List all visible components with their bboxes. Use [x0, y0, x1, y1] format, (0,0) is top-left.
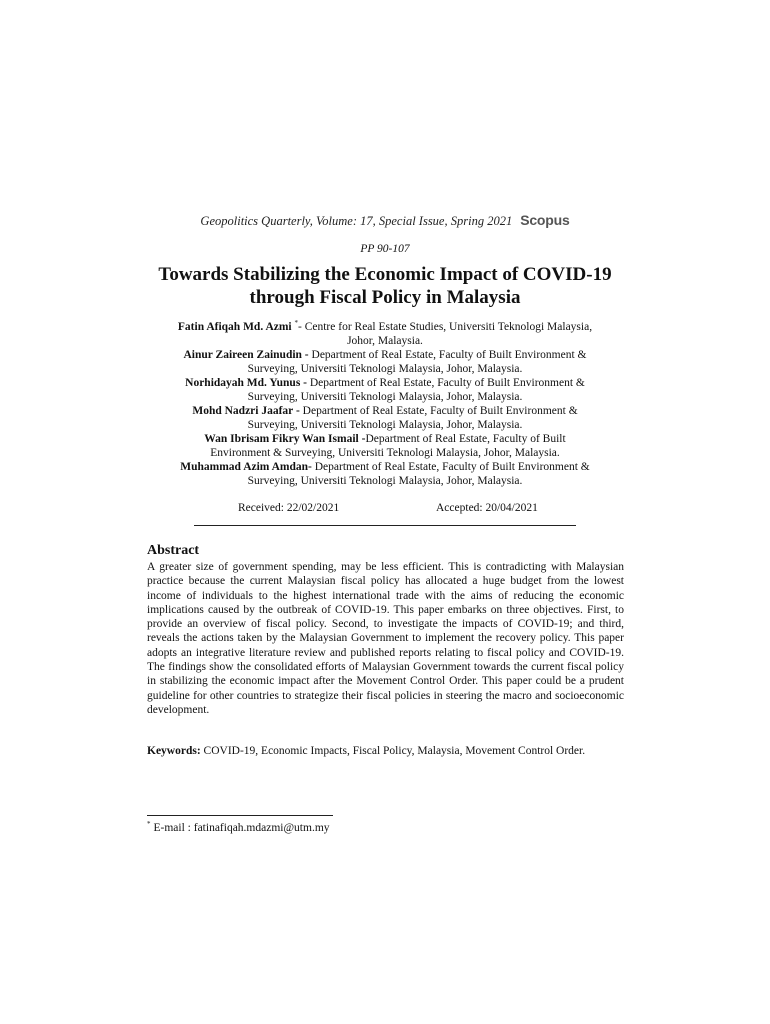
- author-name: Ainur Zaireen Zainudin -: [183, 349, 312, 361]
- abstract-body: A greater size of government spending, may be less efficient. This is contradicting with Malaysian practice because the current Malaysian fiscal policy has allocated a huge budget from the lowest income of individuals to the highest international trade with the aims of reducing the economic implications caused by the outbreak of COVID-19. This paper embarks on three objectives. First, to provide an overview of fiscal policy. Second, to investigate the impacts of COVID-19; and third, reveals the actions taken by the Malaysian Government to implement the recovery policy. This paper adopts an integrative literature review and published reports relating to fiscal policy and COVID-19. The findings show the consolidated efforts of Malaysian Government towards the current fiscal policy in stabilizing the economic impact after the Movement Control Order. This paper could be a prudent guideline for other countries to strategize their fiscal policies in steering the macro and socioeconomic development.: [147, 561, 624, 716]
- author-entry: [130, 460, 640, 488]
- author-affiliation: Department of Real Estate, Faculty of Built Environment &: [302, 405, 578, 417]
- author-affiliation: Department of Real Estate, Faculty of Built: [365, 433, 566, 445]
- author-name: Norhidayah Md. Yunus -: [185, 377, 310, 389]
- author-list: [130, 320, 640, 488]
- author-entry: [130, 432, 640, 460]
- author-affiliation-cont: Surveying, Universiti Teknologi Malaysia, Johor, Malaysia.: [247, 363, 523, 375]
- keywords-label: Keywords:: [147, 745, 201, 757]
- author-entry: [130, 404, 640, 432]
- accepted-date: Accepted: 20/04/2021: [436, 502, 538, 514]
- author-affiliation-cont: Surveying, Universiti Teknologi Malaysia, Johor, Malaysia.: [247, 475, 523, 487]
- author-entry: [130, 348, 640, 376]
- journal-citation: Geopolitics Quarterly, Volume: 17, Special Issue, Spring 2021: [200, 214, 513, 228]
- keywords: [147, 744, 624, 758]
- author-entry: [130, 320, 640, 348]
- author-name: Wan Ibrisam Fikry Wan Ismail -: [204, 433, 366, 445]
- author-name: Fatin Afiqah Md. Azmi: [177, 321, 295, 333]
- header-divider: [194, 525, 576, 526]
- author-affiliation-cont: Surveying, Universiti Teknologi Malaysia, Johor, Malaysia.: [247, 419, 523, 431]
- footnote-email: E-mail : fatinafiqah.mdazmi@utm.my: [153, 822, 330, 834]
- received-date: Received: 22/02/2021: [238, 502, 340, 514]
- footnote-marker: *: [147, 820, 151, 829]
- journal-header: [0, 212, 770, 229]
- footnote: [147, 822, 330, 834]
- author-affiliation: Department of Real Estate, Faculty of Built Environment &: [314, 461, 590, 473]
- author-affiliation: - Centre for Real Estate Studies, Universiti Teknologi Malaysia,: [298, 321, 593, 333]
- keywords-text: COVID-19, Economic Impacts, Fiscal Policy, Malaysia, Movement Control Order.: [200, 745, 586, 757]
- author-affiliation-cont: Environment & Surveying, Universiti Teknologi Malaysia, Johor, Malaysia.: [210, 447, 560, 459]
- author-name: Mohd Nadzri Jaafar -: [192, 405, 303, 417]
- author-affiliation: Department of Real Estate, Faculty of Built Environment &: [309, 377, 585, 389]
- author-affiliation-cont: Surveying, Universiti Teknologi Malaysia, Johor, Malaysia.: [247, 391, 523, 403]
- author-entry: [130, 376, 640, 404]
- author-affiliation-cont: Johor, Malaysia.: [347, 335, 423, 347]
- abstract-heading: Abstract: [147, 543, 200, 558]
- footnote-divider: [147, 815, 333, 816]
- author-affiliation: Department of Real Estate, Faculty of Built Environment &: [311, 349, 587, 361]
- paper-title: [100, 263, 670, 309]
- title-line-1: Towards Stabilizing the Economic Impact of COVID-19: [158, 264, 612, 285]
- author-name: Muhammad Azim Amdan-: [180, 461, 315, 473]
- corresponding-author-marker: *: [294, 319, 298, 328]
- title-line-2: through Fiscal Policy in Malaysia: [249, 287, 521, 308]
- scopus-logo: Scopus: [520, 212, 570, 228]
- page-range: PP 90-107: [360, 243, 410, 255]
